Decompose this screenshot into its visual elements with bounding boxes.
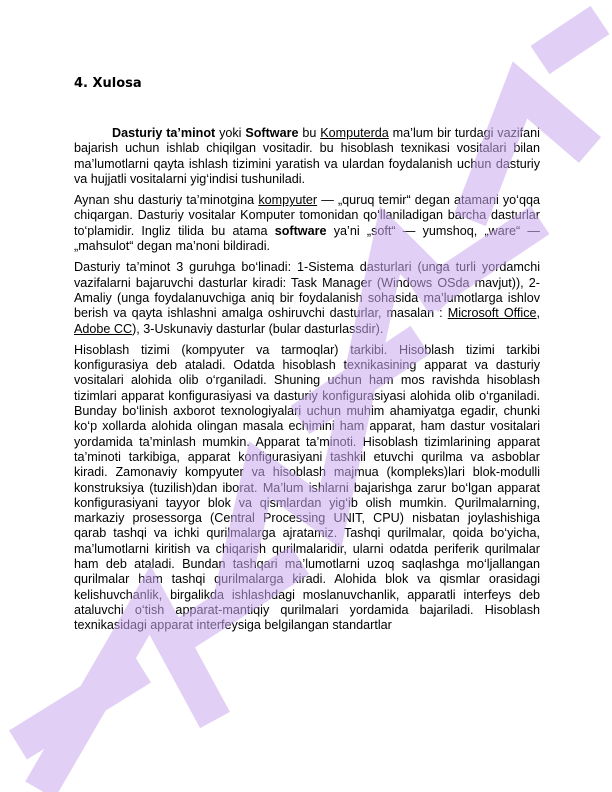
bold-text: Software [245,126,299,140]
paragraph [74,126,540,187]
text-run: Aynan shu dasturiy ta’minotgina [74,193,259,208]
link-text: Komputerda [320,126,389,140]
text-run: ma’lum bir turdagi vazifani bajarish uchun ishlab chiqilgan vositadir. bu hisoblash texnikasi vositalari bilan ma’lumotlarni qayta ishlash tizimini yaratish va ulardan foydalanish uchun dasturiy va hujjatli vositalarni yig‘indisi tushuniladi. [74,126,540,186]
text-run: ya’ni „soft“ — yumshoq, „ware“ — „mahsulot“ degan ma’noni bildiradi. [74,223,540,254]
text-run: ), 3-Uskunaviy dasturlar (bular dasturlassdir). [132,321,384,336]
text-run: Hisoblash tizimi (kompyuter va tarmoqlar) tarkibi. Hisoblash tizimi tarkibi konfigurasiya deb ataladi. Odatda hisoblash texnikasining apparat va dasturiy vositalari alohida olib o‘rganiladi. Shuning uchun ham mos ravishda hisoblash tizimlari apparat konfigurasiyasi va dasturiy konfigurasiyasi alohida olib o‘rganiladi. Bunday bo‘linish axborot texnologiyalari uchun muhim ahamiyatga egadir, chunki ko‘p xollarda alohida olingan masala echimini ham apparat, ham dastur vositalari yordamida ta’minlash mumkin. Apparat ta’minoti. Hisoblash tizimlarining apparat ta’minoti tarkibiga, apparat konfigurasiyani tashkil etuvchi qurilma va asboblar kiradi. Zamonaviy kompyuter va hisoblash majmua (kompleks)lari blok-modulli konstruksiya (tuzilish)dan iborat. Ma’lum ishlarni bajarishga zarur bo‘lgan apparat konfigurasiyani tayyor blok va qismlardan yig‘ib olish mumkin. Qurilmalarning, markaziy prosessorga (Central Processing UNIT, CPU) nisbatan joylashishiga qarab tashqi va ichki qurilmalarga ajratamiz. Tashqi qurilmalar, qoida bo‘yicha, ma’lumotlarni kiritish va chiqarish qurilmalaridir, ularni odatda periferik qurilmalar ham deb ataladi. Bundan tashqari ma’lumotlarni uzoq saqlashga mo‘ljallangan qurilmalar ham tashqi qurilmalarga kiradi. Alohida blok va qismlar orasidagi kelishuvchanlik, birgalikda ishlashdagi moslanuvchanlik, apparatli interfeys deb ataluvchi o‘tish apparat-mantiqiy qurilmalari yordamida bajariladi. Hisoblash texnikasidagi apparat interfeysiga belgilangan standartlar [74,342,540,633]
link-text: kompyuter [258,193,318,208]
text-run: — „quruq temir“ degan atamani yo‘qqa chiqargan. Dasturiy vositalar Komputer tomonidan qo‘llaniladigan barcha dasturlar to‘plamidir. Ingliz tilida bu atama [74,193,540,238]
section-heading: 4. Xulosa [74,76,142,91]
paragraph [74,193,540,254]
watermark-stroke-9 [540,20,600,60]
link-text: Microsoft Office [447,306,537,321]
bold-text: Dasturiy ta’minot [112,126,216,140]
text-run: bu [298,126,321,140]
text-run: Dasturiy ta’minot 3 guruhga bo‘linadi: 1-Sistema dasturlari (unga turli yordamchi vazifalarni bajaruvchi dasturlar kiradi: Task Manager (Windows OSda mavjut)), 2-Amaliy (unga foydalanuvchiga aniq bir foydalanish sohasida ma’lumotlarga ishlov berish va qayta ishlashni amalga oshiruvchi dasturlar, masalan : [74,260,540,321]
text-run: yoki [215,126,246,140]
paragraph [74,260,540,336]
document-body [74,126,540,640]
paragraph [74,343,540,634]
link-text: Adobe CC [74,321,133,336]
text-run: , [536,306,540,321]
watermark-stroke-1 [18,668,142,745]
bold-text: software [274,223,327,238]
